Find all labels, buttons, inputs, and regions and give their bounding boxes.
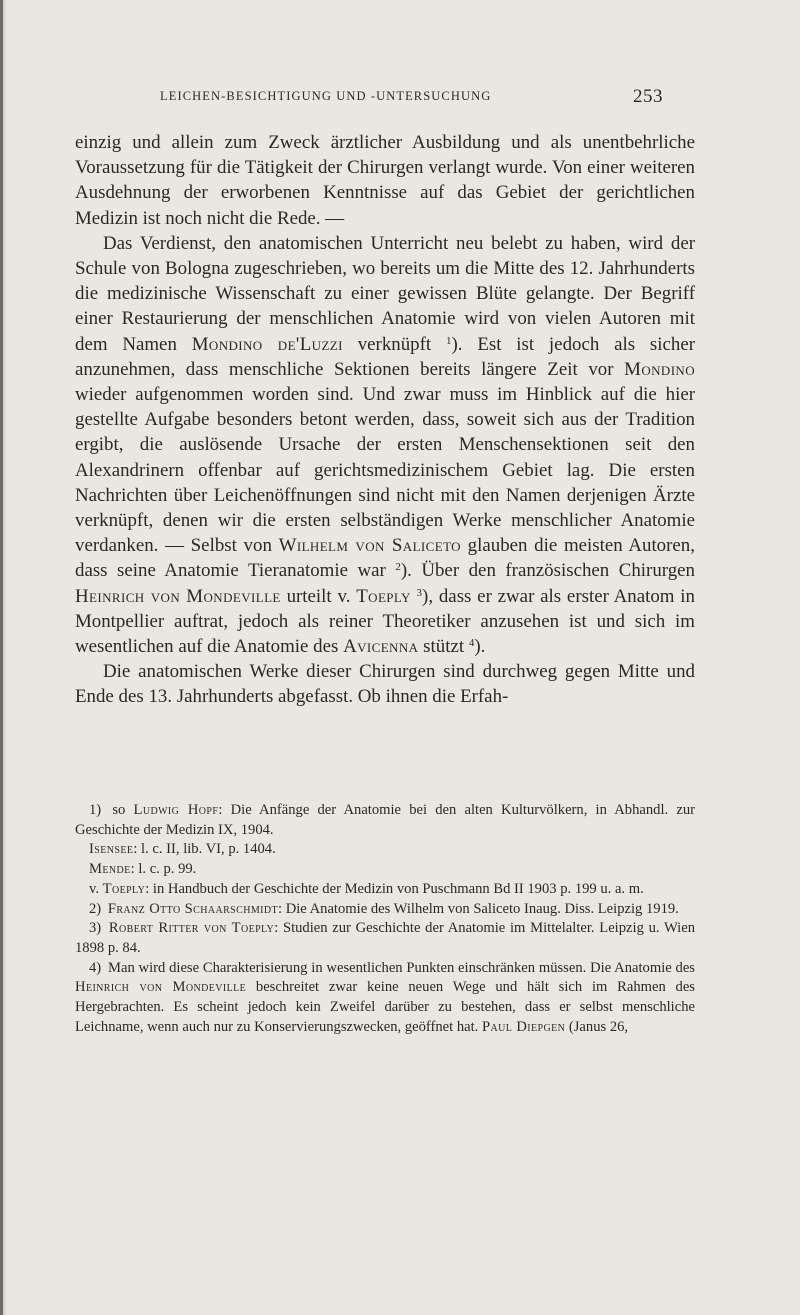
footnote-1-isensee [75,840,695,860]
person-name: Mondino [624,358,696,380]
person-name: Heinrich von Mondeville [75,585,281,607]
text-run: beschreitet zwar keine neuen Wege und hält sich im Rahmen des Hergebrachten. Es scheint jedoch kein Zweifel darüber zu bestehen, dass er selbst menschliche Leichname, wenn auch nur zu Konservierungszwecken, geöffnet hat. [75,979,695,1035]
text-run: : Studien zur Geschichte der Anatomie im Mittelalter. Leipzig u. Wien 1898 p. 84. [75,920,696,956]
text-run: Man wird diese Charakterisierung in wesentlichen Punkten einschränken müssen. Die Anatomie des [107,959,695,976]
person-name: Mende [89,861,131,878]
footnote-1-toeply [75,880,695,900]
person-name: Toeply [102,880,146,897]
running-title: LEICHEN-BESICHTIGUNG UND -UNTERSUCHUNG [160,89,492,103]
person-name: Mondino de'Luzzi [191,333,343,355]
paragraph-1: einzig und allein zum Zweck ärztlicher Ausbildung und als unentbehrliche Voraussetzung für die Tätigkeit der Chirurgen verlangt wurde. Von einer weiteren Ausdehnung der erworbenen Kenntnisse auf das Gebiet der gerichtlichen Medizin ist noch nicht die Rede. — [75,132,695,229]
person-name: Robert Ritter von Toeply [108,920,275,937]
text-run: (Janus 26, [568,1018,629,1035]
text-run: : l. c. II, lib. VI, p. 1404. [133,841,276,858]
text-run: glauben die meisten Autoren, dass seine Anatomie Tieranatomie war [75,535,695,582]
paragraph-2: Das Verdienst, den anatomischen Unterricht neu belebt zu haben, wird der Schule von Bologna zugeschrieben, wo bereits um die Mitte des 12. Jahrhunderts die medizinische Wissenschaft zu einer gewissen Blüte gelangte. Der Begriff einer Restaurierung der menschlichen Anatomie wird von vielen Autoren mit dem Namen Mondino de'Luzzi verknüpft $^1$). Est ist jedoch als sicher anzunehmen, dass menschliche Sektionen bereits längere Zeit vor Mondino wieder aufgenommen worden sind. Und zwar muss im Hinblick auf die hier gestellte Aufgabe besonders betont werden, dass, soweit sich aus der Tradition ergibt, die auslösende Ursache der ersten Menschensektionen seit den Alexandrinern offenbar auf gerichtsmedizinischem Gebiet lag. Die ersten Nachrichten über Leichenöffnungen sind nicht mit den Namen derjenigen Ärzte verknüpft, denen wir die ersten selbständigen Werke menschlicher Anatomie verdanken. — Selbst von Wilhelm von Saliceto glauben die meisten Autoren, dass seine Anatomie Tieranatomie war $^2$). Über den französischen Chirurgen Heinrich von Mondeville urteilt v. Toeply $^3$), dass er zwar als erster Anatom in Montpellier auftrat, jedoch als reiner Theoretiker anzusehen ist und sich im wesentlichen auf die Anatomie des Avicenna stützt $^4$). [75,232,696,658]
text-run: : in Handbuch der Geschichte der Medizin von Puschmann Bd II 1903 p. 199 u. a. m. [145,880,644,897]
person-name: Paul Diepgen [482,1018,566,1035]
footnote-ref: 1 [445,334,452,347]
text-run: : Die Anfänge der Anatomie bei den alten Kulturvölkern, in Abhandl. zur Geschichte der Medizin IX, 1904. [75,802,695,838]
footnote-marker: 4) [89,959,102,976]
main-text [75,130,695,710]
footnote-1-mende [75,860,695,880]
text-run: : l. c. p. 99. [130,861,197,878]
text-run: . [480,636,486,658]
text-run: : Die Anatomie des Wilhelm von Saliceto Inaug. Diss. Leipzig 1919. [278,900,679,917]
footnote-marker: 2) [89,900,102,917]
footnote-ref: 4 [468,637,475,650]
person-name: Isensee [89,841,134,858]
paragraph-3: Die anatomischen Werke dieser Chirurgen sind durchweg gegen Mitte und Ende des 13. Jahrhunderts abgefasst. Ob ihnen die Erfah- [75,661,695,708]
text-run: . Über den französischen Chirurgen [407,560,695,582]
text-run: stützt [423,636,465,658]
person-name: Franz Otto Schaarschmidt [107,900,278,917]
footnote-ref: 3 [416,586,423,599]
footnote-4 [75,959,695,1038]
text-run: urteilt v. [286,585,351,607]
text-run: verknüpft [357,333,432,355]
gutter-shadow [3,0,7,1315]
text-run: v. [89,880,99,897]
person-name: Ludwig Hopf [133,802,219,818]
text-run: . Est ist jedoch als sicher anzunehmen, dass menschliche Sektionen bereits längere Zeit vor [75,333,696,380]
footnote-3 [75,919,695,958]
person-name: Wilhelm von Saliceto [278,535,461,557]
footnote-marker: 3) [89,920,102,937]
footnote-2 [75,900,695,920]
footnotes [75,801,695,1037]
person-name: Toeply [356,585,411,607]
text-run: so [112,802,126,818]
page-number: 253 [633,86,663,107]
text-run: Das Verdienst, den anatomischen Unterricht neu belebt zu haben, wird der Schule von Bologna zugeschrieben, wo bereits um die Mitte des 12. Jahrhunderts die medizinische Wissenschaft zu einer gewissen Blüte gelangte. Der Begriff einer Restaurierung der menschlichen Anatomie wird von vielen Autoren mit dem Namen [75,232,695,355]
person-name: Avicenna [343,636,419,658]
text-run: wieder aufgenommen worden sind. Und zwar muss im Hinblick auf die hier gestellte Aufgabe besonders betont werden, dass, soweit sich aus der Tradition ergibt, die auslösende Ursache der ersten Menschensektionen seit den Alexandrinern offenbar auf gerichtsmedizinischem Gebiet lag. Die ersten Nachrichten über Leichenöffnungen sind nicht mit den Namen derjenigen Ärzte verknüpft, denen wir die ersten selbständigen Werke menschlicher Anatomie verdanken. — Selbst von [75,384,695,557]
footnote-1 [75,801,695,840]
text-run: , dass er zwar als erster Anatom in Montpellier auftrat, jedoch als reiner Theoretiker anzusehen ist und sich im wesentlichen auf die Anatomie des [75,585,695,658]
footnote-marker: 1) [89,802,102,818]
footnote-ref: 2 [395,561,401,574]
person-name: Heinrich von Mondeville [75,979,247,996]
